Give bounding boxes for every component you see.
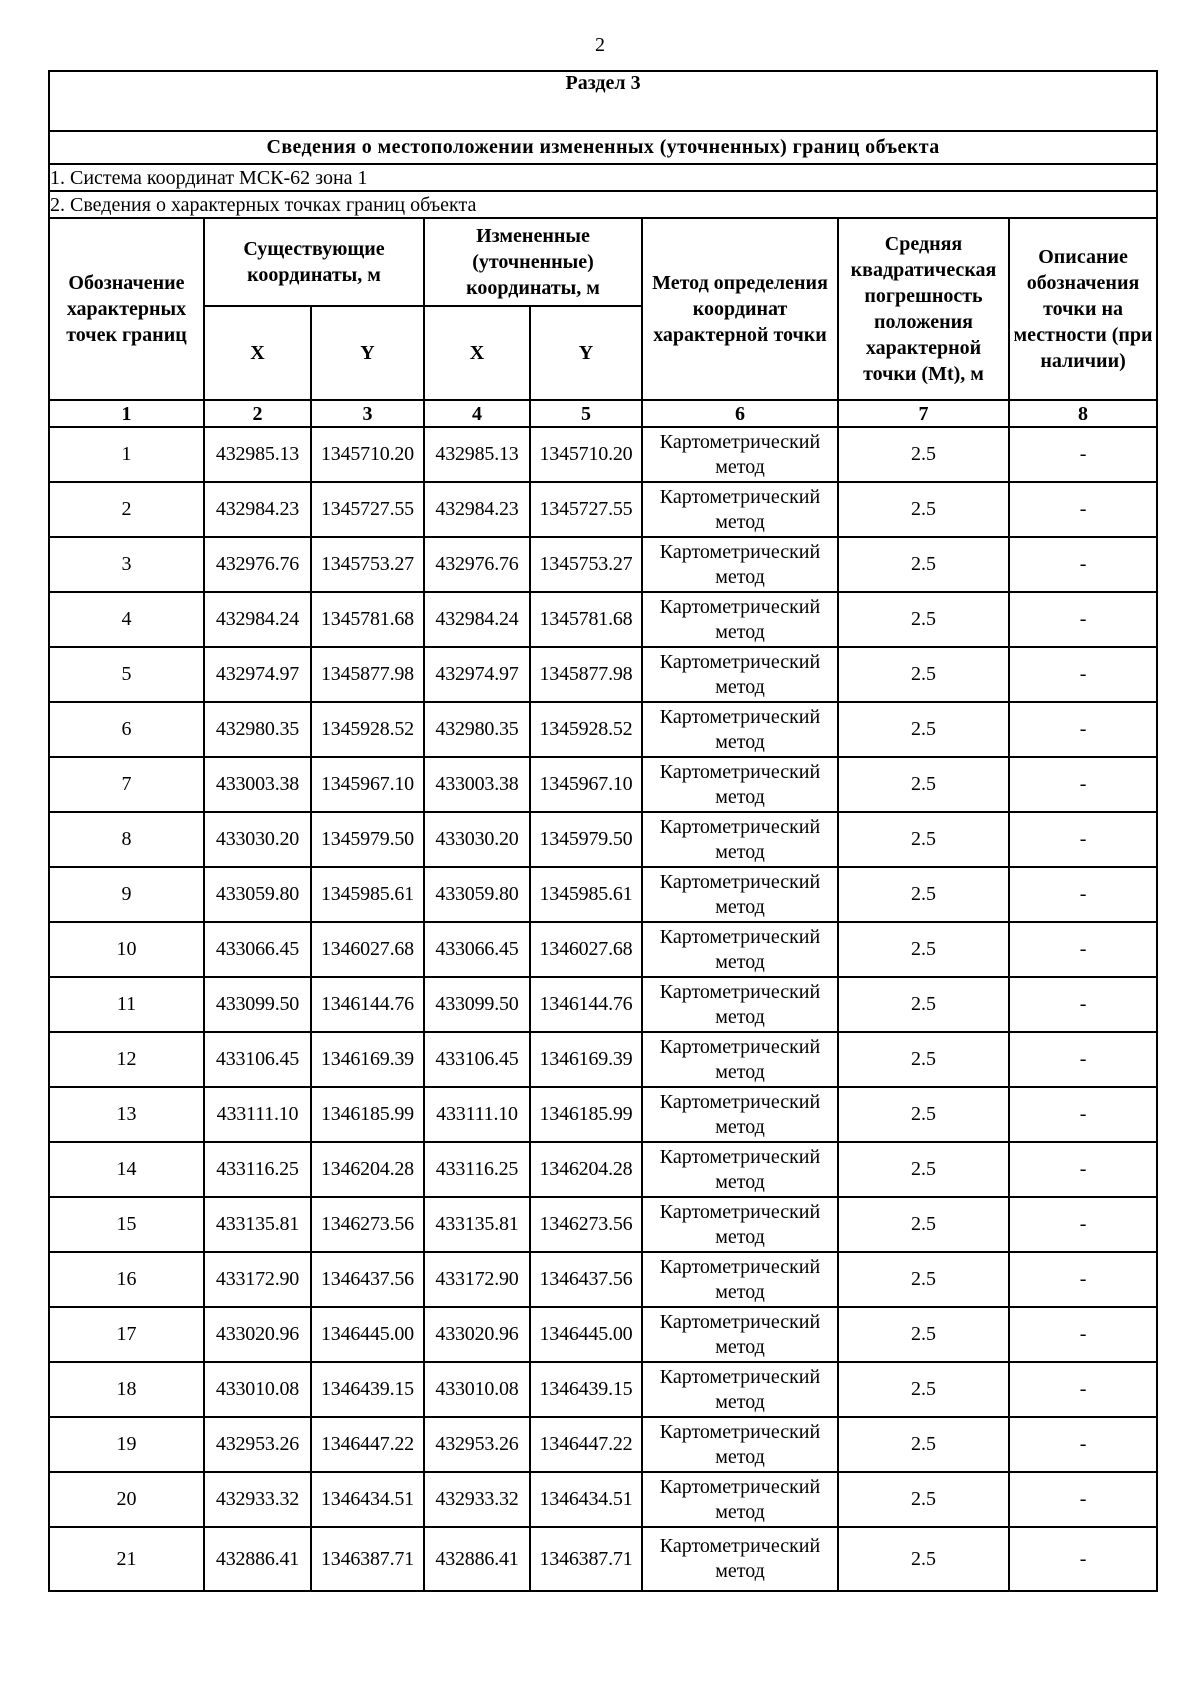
description-value: - — [1009, 1307, 1157, 1362]
existing-y: 1346439.15 — [311, 1362, 424, 1417]
changed-x: 432984.23 — [424, 482, 530, 537]
changed-x: 433106.45 — [424, 1032, 530, 1087]
method-cell — [642, 482, 838, 537]
method-text-line2: метод — [715, 1560, 765, 1582]
changed-y: 1346439.15 — [530, 1362, 642, 1417]
description-value: - — [1009, 812, 1157, 867]
existing-y: 1346169.39 — [311, 1032, 424, 1087]
method-text-line1: Картометрический — [659, 1365, 821, 1388]
points-info-text: 2. Сведения о характерных точках границ объекта — [49, 191, 1157, 218]
changed-y: 1345928.52 — [530, 702, 642, 757]
description-value: - — [1009, 1362, 1157, 1417]
method-text-line2: метод — [715, 1445, 765, 1468]
point-number: 11 — [49, 977, 204, 1032]
changed-x: 433172.90 — [424, 1252, 530, 1307]
table-row — [49, 1417, 1157, 1472]
changed-x: 433111.10 — [424, 1087, 530, 1142]
method-text-line1: Картометрический — [659, 870, 821, 893]
method-text-line1: Картометрический — [659, 485, 821, 508]
header-y-existing: Y — [311, 306, 424, 400]
method-text-line2: метод — [715, 730, 765, 753]
table-row — [49, 1032, 1157, 1087]
point-number: 2 — [49, 482, 204, 537]
existing-y: 1345727.55 — [311, 482, 424, 537]
changed-x: 433116.25 — [424, 1142, 530, 1197]
point-number: 4 — [49, 592, 204, 647]
description-value: - — [1009, 482, 1157, 537]
method-cell — [642, 922, 838, 977]
table-row — [49, 647, 1157, 702]
description-value: - — [1009, 1197, 1157, 1252]
table-row — [49, 1197, 1157, 1252]
table-row — [49, 812, 1157, 867]
method-text-line2: метод — [715, 620, 765, 643]
header-changed-coords: Измененные (уточненные) координаты, м — [424, 218, 642, 306]
existing-x: 433059.80 — [204, 867, 311, 922]
method-text-line1: Картометрический — [659, 980, 821, 1003]
column-number: 8 — [1009, 400, 1157, 427]
table-row — [49, 702, 1157, 757]
method-text-line2: метод — [715, 1005, 765, 1028]
changed-y: 1345710.20 — [530, 427, 642, 482]
header-error: Средняя квадратическая погрешность положения характерной точки (Mt), м — [838, 218, 1009, 400]
method-text-line1: Картометрический — [659, 595, 821, 618]
table-row — [49, 592, 1157, 647]
changed-x: 433003.38 — [424, 757, 530, 812]
changed-y: 1345985.61 — [530, 867, 642, 922]
changed-y: 1345979.50 — [530, 812, 642, 867]
method-text-line1: Картометрический — [659, 1145, 821, 1168]
point-number: 9 — [49, 867, 204, 922]
changed-y: 1345967.10 — [530, 757, 642, 812]
header-x-changed: X — [424, 306, 530, 400]
method-cell — [642, 1307, 838, 1362]
error-value: 2.5 — [838, 977, 1009, 1032]
method-text-line1: Картометрический — [659, 1475, 821, 1498]
method-cell — [642, 1142, 838, 1197]
method-cell — [642, 427, 838, 482]
method-text-line1: Картометрический — [659, 1255, 821, 1278]
error-value: 2.5 — [838, 647, 1009, 702]
table-row — [49, 867, 1157, 922]
method-cell — [642, 1527, 838, 1591]
header-designation: Обозначение характерных точек границ — [49, 218, 204, 400]
method-cell — [642, 812, 838, 867]
changed-x: 433135.81 — [424, 1197, 530, 1252]
error-value: 2.5 — [838, 702, 1009, 757]
point-number: 13 — [49, 1087, 204, 1142]
method-text-line2: метод — [715, 455, 765, 478]
description-value: - — [1009, 1087, 1157, 1142]
existing-y: 1345753.27 — [311, 537, 424, 592]
coord-system-text: 1. Система координат МСК-62 зона 1 — [49, 164, 1157, 191]
existing-x: 433003.38 — [204, 757, 311, 812]
point-number: 1 — [49, 427, 204, 482]
table-row — [49, 537, 1157, 592]
method-text-line2: метод — [715, 1335, 765, 1358]
changed-x: 432980.35 — [424, 702, 530, 757]
method-cell — [642, 757, 838, 812]
table-row — [49, 1142, 1157, 1197]
method-cell — [642, 647, 838, 702]
method-cell — [642, 867, 838, 922]
column-number: 6 — [642, 400, 838, 427]
existing-y: 1345967.10 — [311, 757, 424, 812]
description-value: - — [1009, 1142, 1157, 1197]
point-number: 17 — [49, 1307, 204, 1362]
existing-x: 432980.35 — [204, 702, 311, 757]
changed-x: 432933.32 — [424, 1472, 530, 1527]
point-number: 14 — [49, 1142, 204, 1197]
header-x-existing: X — [204, 306, 311, 400]
method-text-line1: Картометрический — [659, 1310, 821, 1333]
column-numbers-row — [49, 400, 1157, 427]
existing-y: 1345710.20 — [311, 427, 424, 482]
changed-y: 1346204.28 — [530, 1142, 642, 1197]
changed-y: 1345727.55 — [530, 482, 642, 537]
header-method: Метод определения координат характерной точки — [642, 218, 838, 400]
point-number: 20 — [49, 1472, 204, 1527]
existing-x: 433106.45 — [204, 1032, 311, 1087]
existing-x: 432984.24 — [204, 592, 311, 647]
method-text-line1: Картометрический — [659, 650, 821, 673]
changed-x: 432984.24 — [424, 592, 530, 647]
error-value: 2.5 — [838, 922, 1009, 977]
existing-x: 433030.20 — [204, 812, 311, 867]
method-cell — [642, 537, 838, 592]
method-text-line1: Картометрический — [659, 1535, 821, 1557]
method-text-line2: метод — [715, 1225, 765, 1248]
changed-y: 1346434.51 — [530, 1472, 642, 1527]
existing-y: 1345877.98 — [311, 647, 424, 702]
method-text-line1: Картометрический — [659, 815, 821, 838]
existing-x: 433116.25 — [204, 1142, 311, 1197]
table-row — [49, 1087, 1157, 1142]
method-text-line2: метод — [715, 565, 765, 588]
existing-x: 432953.26 — [204, 1417, 311, 1472]
existing-y: 1346144.76 — [311, 977, 424, 1032]
error-value: 2.5 — [838, 757, 1009, 812]
existing-y: 1346027.68 — [311, 922, 424, 977]
method-cell — [642, 1197, 838, 1252]
method-text-line2: метод — [715, 1280, 765, 1303]
description-value: - — [1009, 537, 1157, 592]
changed-y: 1345877.98 — [530, 647, 642, 702]
method-text-line1: Картометрический — [659, 925, 821, 948]
changed-y: 1346169.39 — [530, 1032, 642, 1087]
title-row — [49, 131, 1157, 164]
description-value: - — [1009, 1527, 1157, 1591]
table-row — [49, 922, 1157, 977]
existing-x: 432933.32 — [204, 1472, 311, 1527]
changed-x: 432886.41 — [424, 1527, 530, 1591]
method-text-line1: Картометрический — [659, 430, 821, 453]
method-text-line2: метод — [715, 840, 765, 863]
column-number: 1 — [49, 400, 204, 427]
coord-system-row — [49, 164, 1157, 191]
method-text-line2: метод — [715, 675, 765, 698]
existing-x: 432974.97 — [204, 647, 311, 702]
description-value: - — [1009, 427, 1157, 482]
existing-y: 1346185.99 — [311, 1087, 424, 1142]
changed-y: 1346185.99 — [530, 1087, 642, 1142]
existing-y: 1345985.61 — [311, 867, 424, 922]
changed-x: 432985.13 — [424, 427, 530, 482]
method-text-line1: Картометрический — [659, 760, 821, 783]
method-cell — [642, 592, 838, 647]
column-number: 3 — [311, 400, 424, 427]
table-row — [49, 1527, 1157, 1591]
existing-y: 1346445.00 — [311, 1307, 424, 1362]
error-value: 2.5 — [838, 1087, 1009, 1142]
error-value: 2.5 — [838, 1362, 1009, 1417]
method-text-line1: Картометрический — [659, 1035, 821, 1058]
section-title: Раздел 3 — [49, 71, 1157, 131]
point-number: 3 — [49, 537, 204, 592]
error-value: 2.5 — [838, 1197, 1009, 1252]
description-value: - — [1009, 1472, 1157, 1527]
table-row — [49, 1252, 1157, 1307]
existing-y: 1345928.52 — [311, 702, 424, 757]
point-number: 15 — [49, 1197, 204, 1252]
error-value: 2.5 — [838, 812, 1009, 867]
method-text-line2: метод — [715, 1500, 765, 1523]
method-text-line2: метод — [715, 785, 765, 808]
existing-y: 1346447.22 — [311, 1417, 424, 1472]
existing-y: 1346387.71 — [311, 1527, 424, 1591]
error-value: 2.5 — [838, 1252, 1009, 1307]
column-number: 4 — [424, 400, 530, 427]
existing-y: 1346434.51 — [311, 1472, 424, 1527]
point-number: 19 — [49, 1417, 204, 1472]
changed-x: 433059.80 — [424, 867, 530, 922]
point-number: 21 — [49, 1527, 204, 1591]
existing-y: 1346273.56 — [311, 1197, 424, 1252]
error-value: 2.5 — [838, 1472, 1009, 1527]
points-info-row — [49, 191, 1157, 218]
method-text-line2: метод — [715, 510, 765, 533]
method-text-line2: метод — [715, 895, 765, 918]
main-title: Сведения о местоположении измененных (уточненных) границ объекта — [49, 131, 1157, 164]
point-number: 6 — [49, 702, 204, 757]
method-cell — [642, 1252, 838, 1307]
table-row — [49, 977, 1157, 1032]
changed-y: 1346437.56 — [530, 1252, 642, 1307]
method-cell — [642, 1362, 838, 1417]
existing-x: 432985.13 — [204, 427, 311, 482]
existing-x: 433066.45 — [204, 922, 311, 977]
changed-x: 433010.08 — [424, 1362, 530, 1417]
error-value: 2.5 — [838, 867, 1009, 922]
description-value: - — [1009, 647, 1157, 702]
method-text-line2: метод — [715, 1390, 765, 1413]
existing-x: 433020.96 — [204, 1307, 311, 1362]
header-description: Описание обозначения точки на местности (при наличии) — [1009, 218, 1157, 400]
description-value: - — [1009, 977, 1157, 1032]
method-text-line2: метод — [715, 950, 765, 973]
existing-x: 432976.76 — [204, 537, 311, 592]
method-text-line2: метод — [715, 1170, 765, 1193]
changed-x: 432974.97 — [424, 647, 530, 702]
method-cell — [642, 1032, 838, 1087]
description-value: - — [1009, 1417, 1157, 1472]
column-number: 2 — [204, 400, 311, 427]
error-value: 2.5 — [838, 427, 1009, 482]
header-existing-coords: Существующие координаты, м — [204, 218, 424, 306]
existing-y: 1346437.56 — [311, 1252, 424, 1307]
error-value: 2.5 — [838, 1142, 1009, 1197]
point-number: 16 — [49, 1252, 204, 1307]
table-row — [49, 1472, 1157, 1527]
column-number: 5 — [530, 400, 642, 427]
existing-x: 433099.50 — [204, 977, 311, 1032]
point-number: 12 — [49, 1032, 204, 1087]
error-value: 2.5 — [838, 482, 1009, 537]
table-row — [49, 482, 1157, 537]
header-row-1 — [49, 218, 1157, 306]
method-text-line2: метод — [715, 1060, 765, 1083]
changed-y: 1346445.00 — [530, 1307, 642, 1362]
description-value: - — [1009, 1252, 1157, 1307]
method-text-line2: метод — [715, 1115, 765, 1138]
changed-y: 1346144.76 — [530, 977, 642, 1032]
existing-x: 433010.08 — [204, 1362, 311, 1417]
column-number: 7 — [838, 400, 1009, 427]
description-value: - — [1009, 757, 1157, 812]
method-text-line1: Картометрический — [659, 540, 821, 563]
existing-x: 432886.41 — [204, 1527, 311, 1591]
header-y-changed: Y — [530, 306, 642, 400]
method-cell — [642, 702, 838, 757]
existing-x: 433111.10 — [204, 1087, 311, 1142]
point-number: 5 — [49, 647, 204, 702]
point-number: 18 — [49, 1362, 204, 1417]
method-cell — [642, 1087, 838, 1142]
changed-x: 433099.50 — [424, 977, 530, 1032]
changed-y: 1345753.27 — [530, 537, 642, 592]
existing-x: 433135.81 — [204, 1197, 311, 1252]
page-number: 2 — [595, 34, 605, 56]
method-cell — [642, 977, 838, 1032]
description-value: - — [1009, 702, 1157, 757]
changed-x: 433030.20 — [424, 812, 530, 867]
method-text-line1: Картометрический — [659, 705, 821, 728]
point-number: 8 — [49, 812, 204, 867]
description-value: - — [1009, 592, 1157, 647]
method-cell — [642, 1472, 838, 1527]
existing-x: 432984.23 — [204, 482, 311, 537]
error-value: 2.5 — [838, 1307, 1009, 1362]
method-cell — [642, 1417, 838, 1472]
table-row — [49, 757, 1157, 812]
point-number: 7 — [49, 757, 204, 812]
description-value: - — [1009, 1032, 1157, 1087]
error-value: 2.5 — [838, 1417, 1009, 1472]
error-value: 2.5 — [838, 1527, 1009, 1591]
changed-y: 1346387.71 — [530, 1527, 642, 1591]
boundary-points-table — [48, 70, 1158, 1592]
changed-y: 1346447.22 — [530, 1417, 642, 1472]
existing-y: 1346204.28 — [311, 1142, 424, 1197]
existing-y: 1345781.68 — [311, 592, 424, 647]
existing-y: 1345979.50 — [311, 812, 424, 867]
method-text-line1: Картометрический — [659, 1420, 821, 1443]
error-value: 2.5 — [838, 1032, 1009, 1087]
error-value: 2.5 — [838, 592, 1009, 647]
table-row — [49, 427, 1157, 482]
table-row — [49, 1362, 1157, 1417]
section-row — [49, 71, 1157, 131]
changed-x: 432953.26 — [424, 1417, 530, 1472]
changed-y: 1346273.56 — [530, 1197, 642, 1252]
method-text-line1: Картометрический — [659, 1200, 821, 1223]
description-value: - — [1009, 922, 1157, 977]
changed-y: 1346027.68 — [530, 922, 642, 977]
changed-y: 1345781.68 — [530, 592, 642, 647]
method-text-line1: Картометрический — [659, 1090, 821, 1113]
table-row — [49, 1307, 1157, 1362]
existing-x: 433172.90 — [204, 1252, 311, 1307]
changed-x: 433020.96 — [424, 1307, 530, 1362]
changed-x: 433066.45 — [424, 922, 530, 977]
description-value: - — [1009, 867, 1157, 922]
error-value: 2.5 — [838, 537, 1009, 592]
changed-x: 432976.76 — [424, 537, 530, 592]
point-number: 10 — [49, 922, 204, 977]
